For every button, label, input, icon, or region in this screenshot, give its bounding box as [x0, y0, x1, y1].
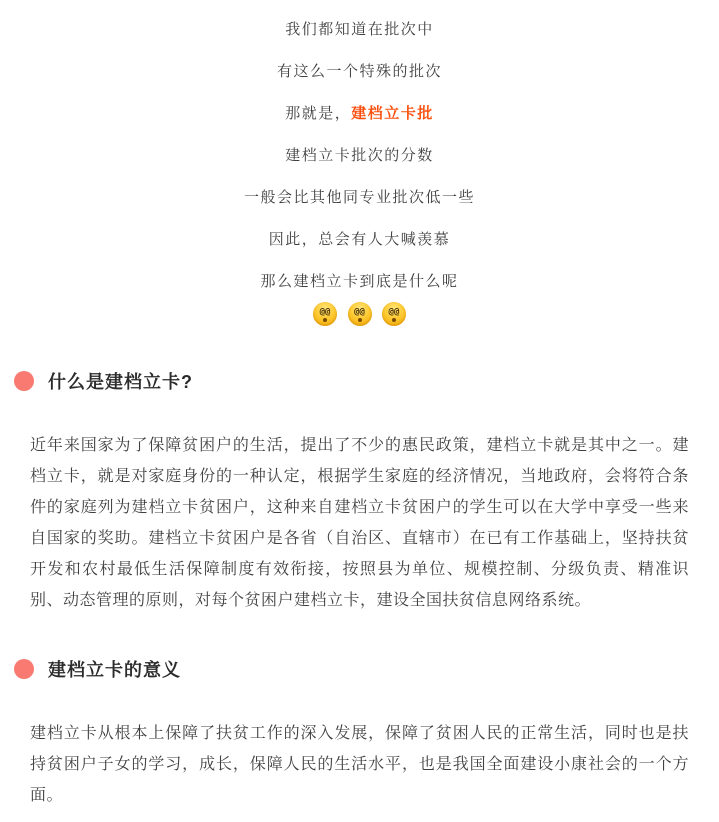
- intro-line: 我们都知道在批次中: [285, 21, 434, 38]
- section-header-meaning: [14, 656, 719, 682]
- dizzy-face-eyes: @@: [319, 307, 331, 317]
- section-body: 建档立卡从根本上保障了扶贫工作的深入发展，保障了贫困人民的正常生活，同时也是扶持贫困户子女的学习，成长，保障人民的生活水平，也是我国全面建设小康社会的一个方面。: [30, 725, 689, 804]
- intro-line: 那么建档立卡到底是什么呢: [260, 273, 459, 290]
- highlight-text: 建档立卡批: [351, 105, 434, 122]
- section-header-what-is: [14, 368, 719, 394]
- intro-line: 一般会比其他同专业批次低一些: [243, 189, 475, 206]
- intro-line: 建档立卡批次的分数: [285, 147, 434, 164]
- dizzy-face-emoji: [348, 302, 372, 326]
- intro-block: [0, 22, 719, 328]
- dizzy-face-eyes: @@: [354, 307, 365, 317]
- bullet-dot-icon: [14, 659, 34, 679]
- emoji-row: [0, 302, 719, 328]
- intro-line: 因此，总会有人大喊羡慕: [268, 231, 451, 248]
- intro-line: 有这么一个特殊的批次: [276, 63, 442, 80]
- dizzy-face-emoji: [382, 302, 406, 326]
- intro-line-prefix: 那就是，: [285, 105, 352, 122]
- section-title: 什么是建档立卡?: [48, 372, 193, 392]
- section-title: 建档立卡的意义: [48, 660, 181, 680]
- intro-line: [0, 106, 719, 122]
- section-body: 近年来国家为了保障贫困户的生活，提出了不少的惠民政策，建档立卡就是其中之一。建档立卡，就是对家庭身份的一种认定，根据学生家庭的经济情况，当地政府，会将符合条件的家庭列为建档立卡贫困户，这种来自建档立卡贫困户的学生可以在大学中享受一些来自国家的奖助。建档立卡贫困户是各省（自治区、直辖市）在已有工作基础上，坚持扶贫开发和农村最低生活保障制度有效衔接，按照县为单位、规模控制、分级负责、精准识别、动态管理的原则，对每个贫困户建档立卡，建设全国扶贫信息网络系统。: [30, 437, 689, 609]
- dizzy-face-eyes: @@: [388, 307, 400, 317]
- bullet-dot-icon: [14, 371, 34, 391]
- dizzy-face-emoji: [313, 302, 337, 326]
